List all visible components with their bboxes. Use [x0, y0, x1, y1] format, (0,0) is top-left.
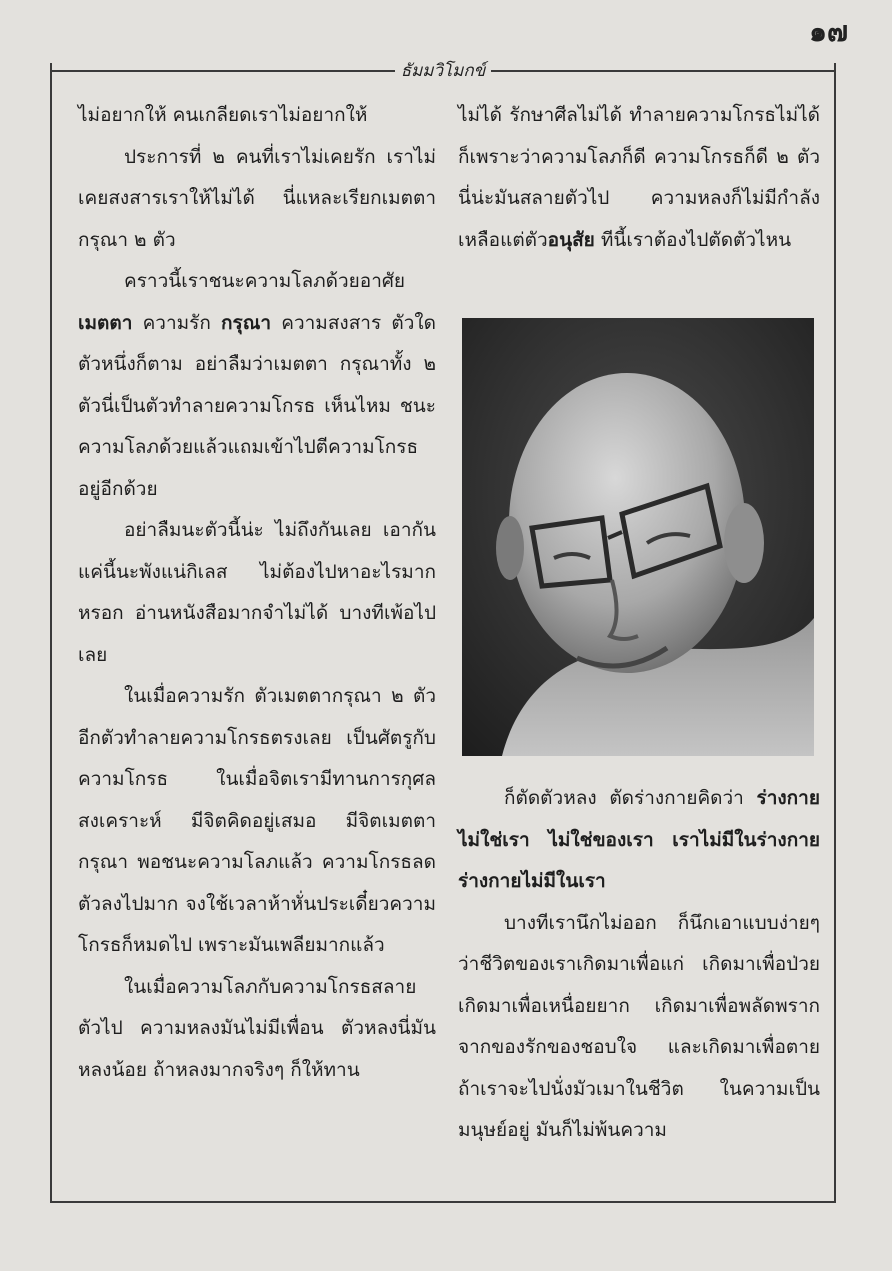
bold-term-metta: เมตตา — [78, 311, 133, 334]
left-column — [78, 95, 436, 1091]
right-column-lower — [458, 778, 820, 1152]
page-number: ๑๗ — [809, 15, 848, 48]
paragraph: อย่าลืมนะตัวนี้น่ะ ไม่ถึงกันเลย เอากันแค่นี้นะพังแน่กิเลส ไม่ต้องไปหาอะไรมากหรอก อ่านหนังสือมากจำไม่ได้ บางทีเพ้อไปเลย — [78, 519, 436, 666]
text-run: ความรัก — [132, 311, 222, 334]
bold-term-karuna: กรุณา — [221, 311, 272, 334]
portrait-illustration — [462, 318, 814, 756]
paragraph: ประการที่ ๒ คนที่เราไม่เคยรัก เราไม่เคยสงสารเราให้ไม่ได้ นี่แหละเรียกเมตตา กรุณา ๒ ตัว — [78, 145, 436, 251]
text-run: ก็ตัดตัวหลง ตัดร่างกายคิดว่า — [504, 787, 757, 809]
bold-emphasis: ร่างกายไม่ใช่เรา ไม่ใช่ของเรา เราไม่มีในร่างกาย ร่างกายไม่มีในเรา — [458, 787, 820, 892]
text-run: ไม่ได้ รักษาศีลไม่ได้ ทำลายความโกรธไม่ได้ ก็เพราะว่าความโลภก็ดี ความโกรธก็ดี ๒ ตัวนี่น่ะมันสลายตัวไป ความหลงก็ไม่มีกำลัง เหลือแต่ตัว — [458, 104, 820, 251]
paragraph: ไม่อยากให้ คนเกลียดเราไม่อยากให้ — [78, 104, 368, 126]
running-header-title: ธัมมวิโมกข์ — [400, 61, 486, 81]
paragraph — [458, 778, 820, 903]
right-column — [458, 95, 820, 261]
text-run: คราวนี้เราชนะความโลภด้วยอาศัย — [124, 270, 406, 292]
text-run: ทีนี้เราต้องไปตัดตัวไหน — [594, 228, 792, 251]
paragraph — [78, 261, 436, 510]
paragraph: บางทีเรานึกไม่ออก ก็นึกเอาแบบง่ายๆ ว่าชีวิตของเราเกิดมาเพื่อแก่ เกิดมาเพื่อป่วย เกิดมาเพื่อเหนื่อยยาก เกิดมาเพื่อพลัดพรากจากของรักของชอบใจ และเกิดมาเพื่อตาย ถ้าเราจะไปนั่งมัวเมาในชีวิต ในความเป็นมนุษย์อยู่ มันก็ไม่พ้นความ — [458, 911, 820, 1141]
paragraph — [458, 95, 820, 261]
paragraph: ในเมื่อความรัก ตัวเมตตากรุณา ๒ ตัว อีกตัวทำลายความโกรธตรงเลย เป็นศัตรูกับความโกรธ ในเมื่อจิตเรามีทานการกุศลสงเคราะห์ มีจิตคิดอยู่เสมอ มีจิตเมตตากรุณา พอชนะความโลภแล้ว ความโกรธลดตัวลงไปมาก จงใช้เวลาห้าหั่นประเดี๋ยวความโกรธก็หมดไป เพราะมันเพลียมากแล้ว — [78, 685, 436, 956]
monk-portrait-photo — [462, 318, 814, 756]
bold-term-anusai: อนุสัย — [547, 228, 595, 251]
paragraph: ในเมื่อความโลภกับความโกรธสลายตัวไป ความหลงมันไม่มีเพื่อน ตัวหลงนี่มันหลงน้อย ถ้าหลงมากจริงๆ ก็ให้ทาน — [78, 975, 436, 1081]
text-run: ความสงสาร ตัวใดตัวหนึ่งก็ตาม อย่าลืมว่าเมตตา กรุณาทั้ง ๒ ตัวนี่เป็นตัวทำลายความโกรธ เห็นไหม ชนะความโลภด้วยแล้วแถมเข้าไปตีความโกรธอยู่อีกด้วย — [78, 311, 436, 500]
